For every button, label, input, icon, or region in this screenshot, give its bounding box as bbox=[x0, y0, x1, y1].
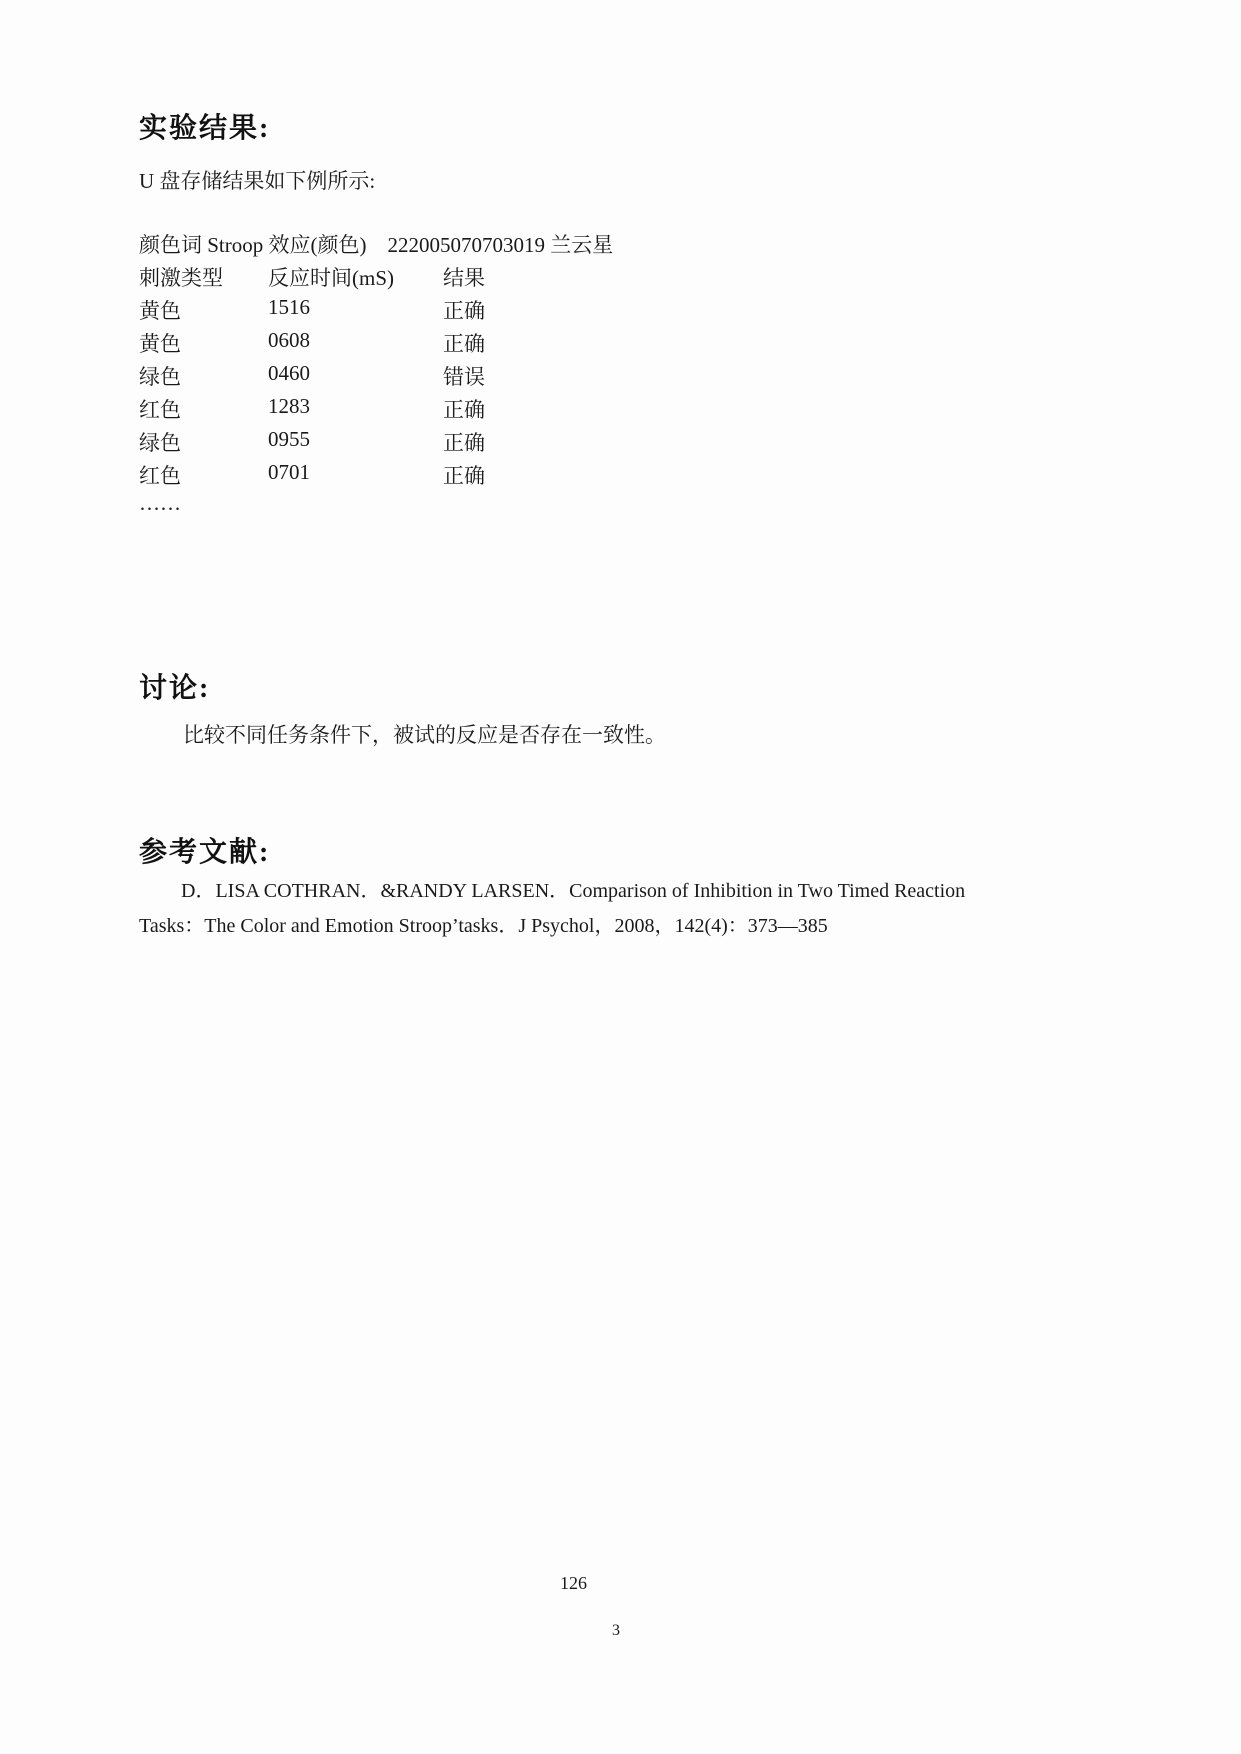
column-header-result: 结果 bbox=[443, 266, 485, 290]
cell-result: 正确 bbox=[443, 431, 485, 455]
cell-time: 0460 bbox=[268, 361, 310, 385]
cell-type: 红色 bbox=[139, 464, 181, 488]
cell-time: 0955 bbox=[268, 427, 310, 451]
cell-result: 正确 bbox=[443, 299, 485, 323]
cell-time: 1516 bbox=[268, 295, 310, 319]
discussion-heading: 讨论: bbox=[139, 673, 211, 704]
record-header: 颜色词 Stroop 效应(颜色) 222005070703019 兰云星 bbox=[139, 233, 614, 257]
results-intro: U 盘存储结果如下例所示: bbox=[139, 169, 376, 193]
cell-result: 正确 bbox=[443, 398, 485, 422]
reference-entry: D．LISA COTHRAN．&RANDY LARSEN．Comparison of Inhibition in Two Timed Reaction Tasks：The Color and Emotion Stroop’tasks．J Psychol，2008，142(4)：373—385 bbox=[139, 880, 966, 937]
results-heading: 实验结果: bbox=[139, 113, 271, 144]
cell-result: 正确 bbox=[443, 464, 485, 488]
sheet-number: 3 bbox=[612, 1622, 620, 1639]
column-header-time: 反应时间(mS) bbox=[268, 266, 394, 290]
references-heading: 参考文献: bbox=[139, 837, 271, 868]
cell-type: 绿色 bbox=[139, 365, 181, 389]
discussion-text: 比较不同任务条件下，被试的反应是否存在一致性。 bbox=[183, 723, 666, 747]
cell-type: 黄色 bbox=[139, 332, 181, 356]
cell-type: 黄色 bbox=[139, 299, 181, 323]
cell-result: 错误 bbox=[443, 365, 485, 389]
page-number: 126 bbox=[560, 1573, 587, 1593]
cell-type: 红色 bbox=[139, 398, 181, 422]
cell-result: 正确 bbox=[443, 332, 485, 356]
table-ellipsis: …… bbox=[139, 491, 181, 515]
cell-time: 1283 bbox=[268, 394, 310, 418]
cell-time: 0608 bbox=[268, 328, 310, 352]
cell-type: 绿色 bbox=[139, 431, 181, 455]
column-header-type: 刺激类型 bbox=[139, 266, 223, 290]
cell-time: 0701 bbox=[268, 460, 310, 484]
